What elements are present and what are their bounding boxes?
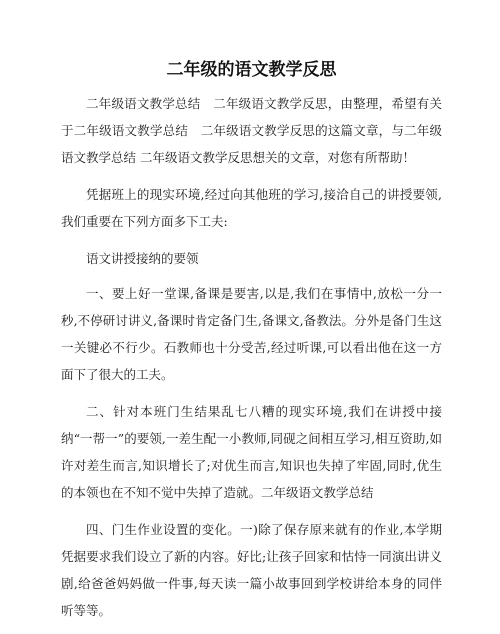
document-page <box>61 58 442 634</box>
document-title: 二年级的语文教学反思 <box>166 60 337 80</box>
paragraph-point-one: 一、要上好一堂课,备课是要害,以是,我们在事情中,放松一分一秒,不停研讨讲义,备课时肯定备门生,备课文,备教法。分外是备门生这一关键必不行少。石教师也十分受苦,经过听课,可以看出他在这一方面下了很大的工夫。 <box>61 286 442 382</box>
paragraph-approach: 凭据班上的现实环境,经过向其他班的学习,接洽自己的讲授要领,我们重要在下列方面多下工夫: <box>61 187 442 229</box>
paragraph-point-four: 四、门生作业设置的变化。一)除了保存原来就有的作业,本学期凭据要求我们设立了新的内容。好比;让孩子回家和怙恃一同演出讲义剧,给爸爸妈妈做一件事,每天读一篇小故事回到学校讲给本身的同伴听等等。 <box>61 522 442 618</box>
paragraph-intro: 二年级语文教学总结 二年级语文教学反思，由整理，希望有关于二年级语文教学总结 二年级语文教学反思的这篇文章，与二年级语文教学总结 二年级语文教学反思想关的文章，对您有所帮助！ <box>61 96 442 165</box>
paragraph-point-two: 二、针对本班门生结果乱七八糟的现实环境,我们在讲授中接纳“一帮一”的要领,一差生配一小教师,同砚之间相互学习,相互资助,如许对差生而言,知识增长了;对优生而言,知识也失掉了牢固,同时,优生的本领也在不知不觉中失掉了造就。二年级语文教学总结 <box>61 404 442 500</box>
paragraph-heading-methods: 语文讲授接纳的要领 <box>86 251 199 266</box>
